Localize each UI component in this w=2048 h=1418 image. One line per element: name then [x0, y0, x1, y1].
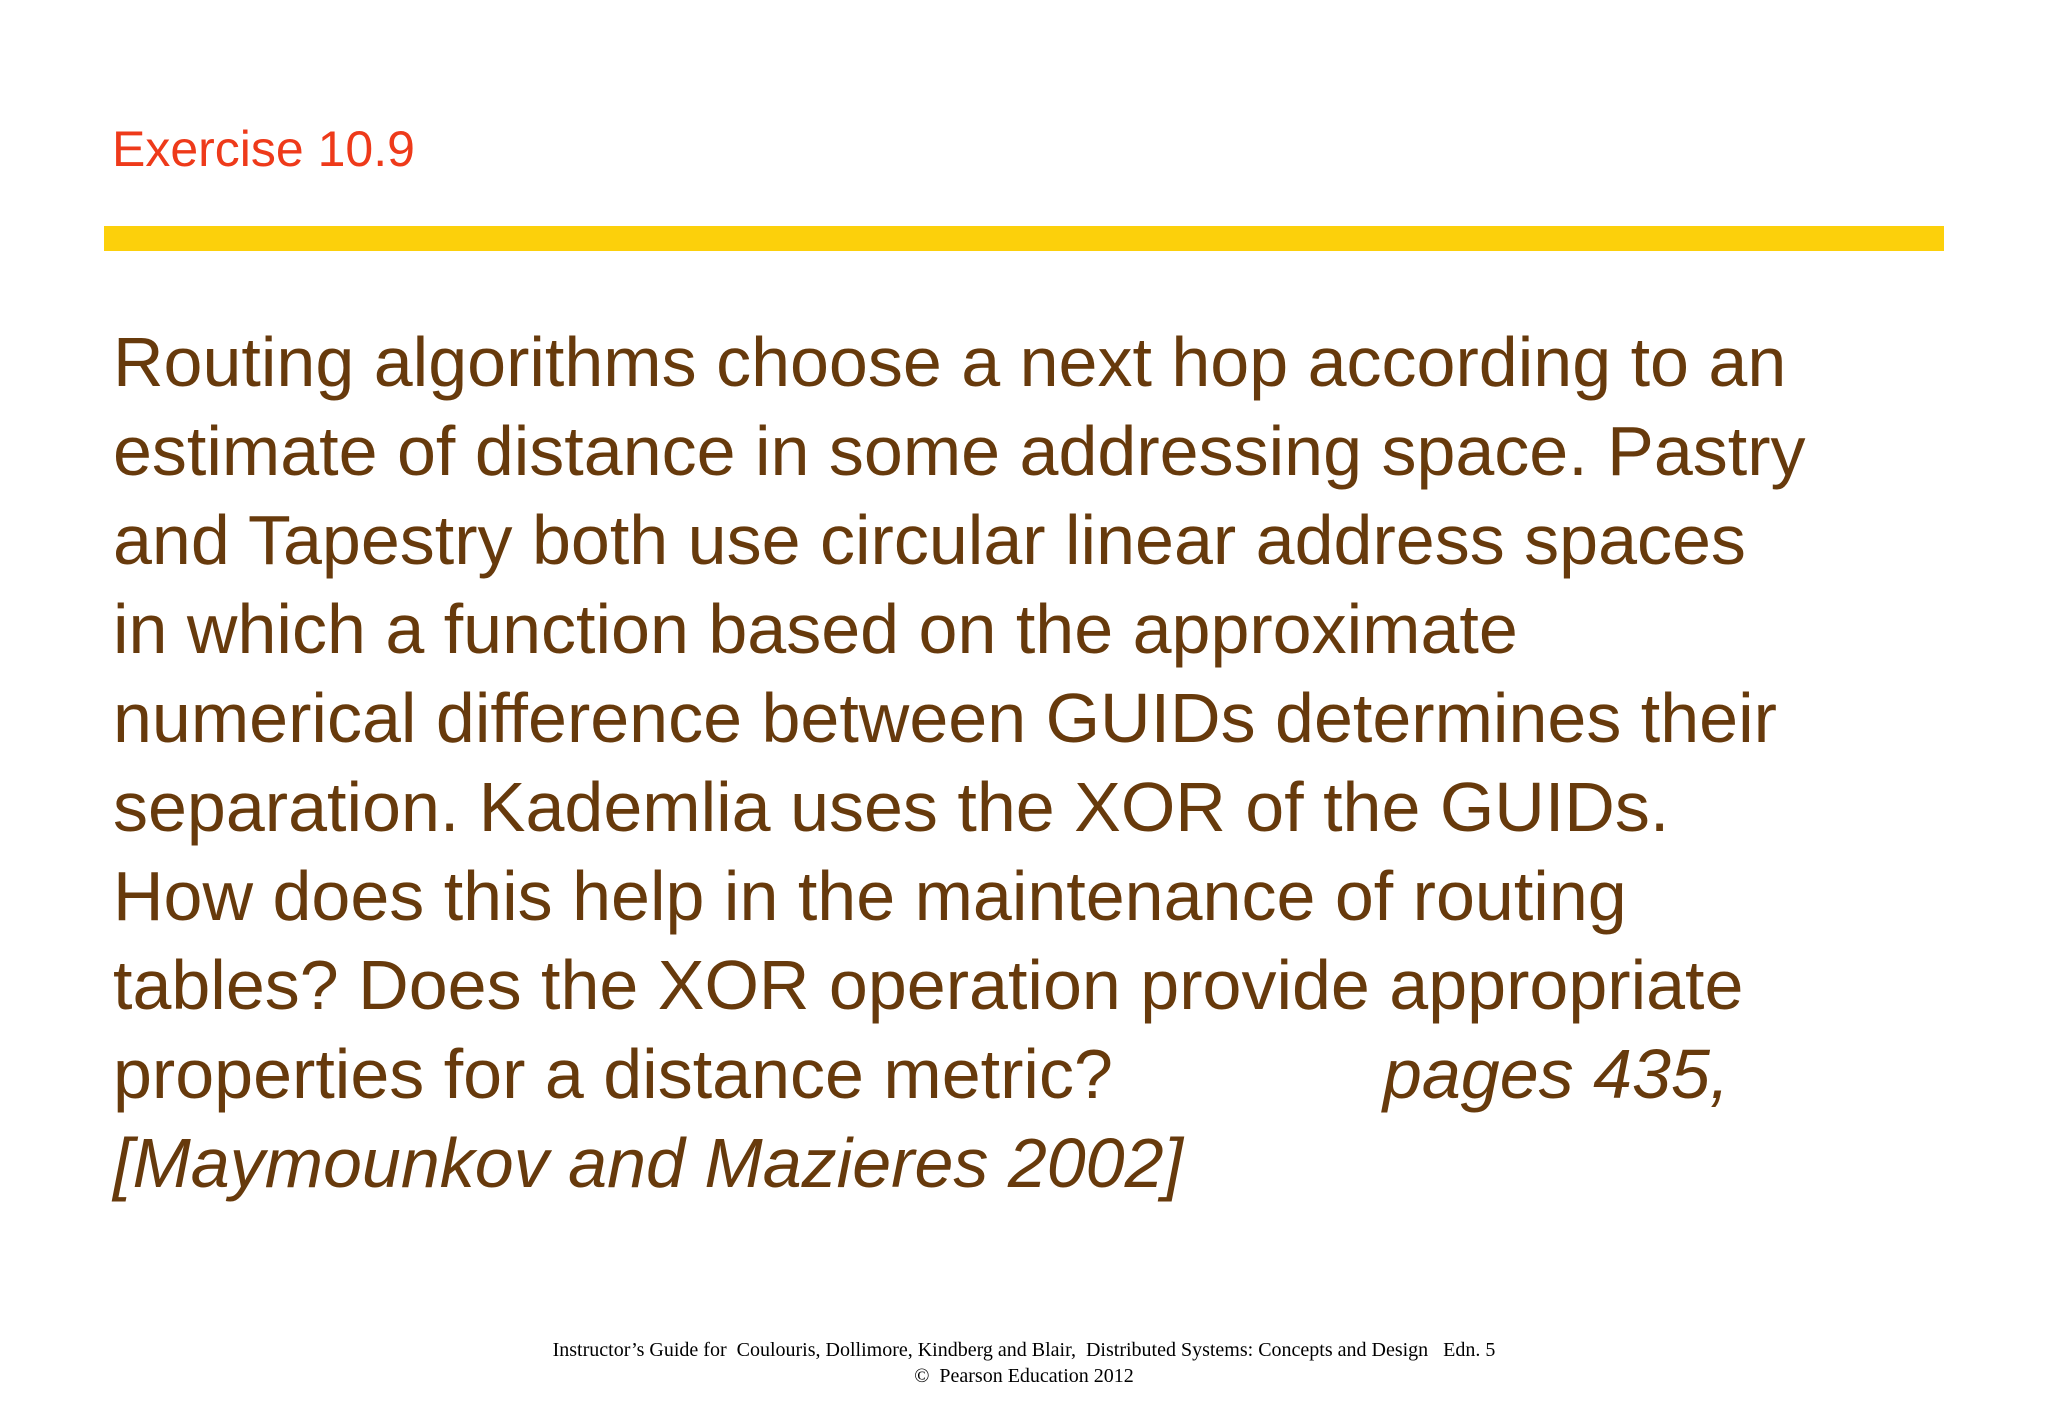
footer-book-credit: Instructor’s Guide for Coulouris, Dollimore, Kindberg and Blair, Distributed Systems: Concepts and Design Edn. 5 — [552, 1339, 1496, 1361]
slide-footer — [0, 1337, 2048, 1389]
body-line-5: numerical difference between GUIDs determines their — [113, 679, 1777, 757]
body-line-6: separation. Kademlia uses the XOR of the GUIDs. — [113, 768, 1670, 846]
body-line-1: Routing algorithms choose a next hop according to an — [113, 323, 1787, 401]
exercise-body — [113, 318, 1953, 1208]
body-line-2: estimate of distance in some addressing space. Pastry — [113, 412, 1806, 490]
footer-copyright: © Pearson Education 2012 — [914, 1365, 1134, 1387]
reference-pages: pages 435, — [1382, 1035, 1730, 1113]
title-divider — [104, 226, 1944, 251]
reference-citation: [Maymounkov and Mazieres 2002] — [113, 1124, 1183, 1202]
body-line-4: in which a function based on the approximate — [113, 590, 1518, 668]
exercise-title: Exercise 10.9 — [112, 121, 415, 177]
body-line-3: and Tapestry both use circular linear address spaces — [113, 501, 1746, 579]
body-line-8: tables? Does the XOR operation provide appropriate — [113, 946, 1744, 1024]
body-line-7: How does this help in the maintenance of routing — [113, 857, 1627, 935]
body-question-end: properties for a distance metric? — [113, 1035, 1113, 1113]
body-line-9 — [113, 1030, 1953, 1119]
